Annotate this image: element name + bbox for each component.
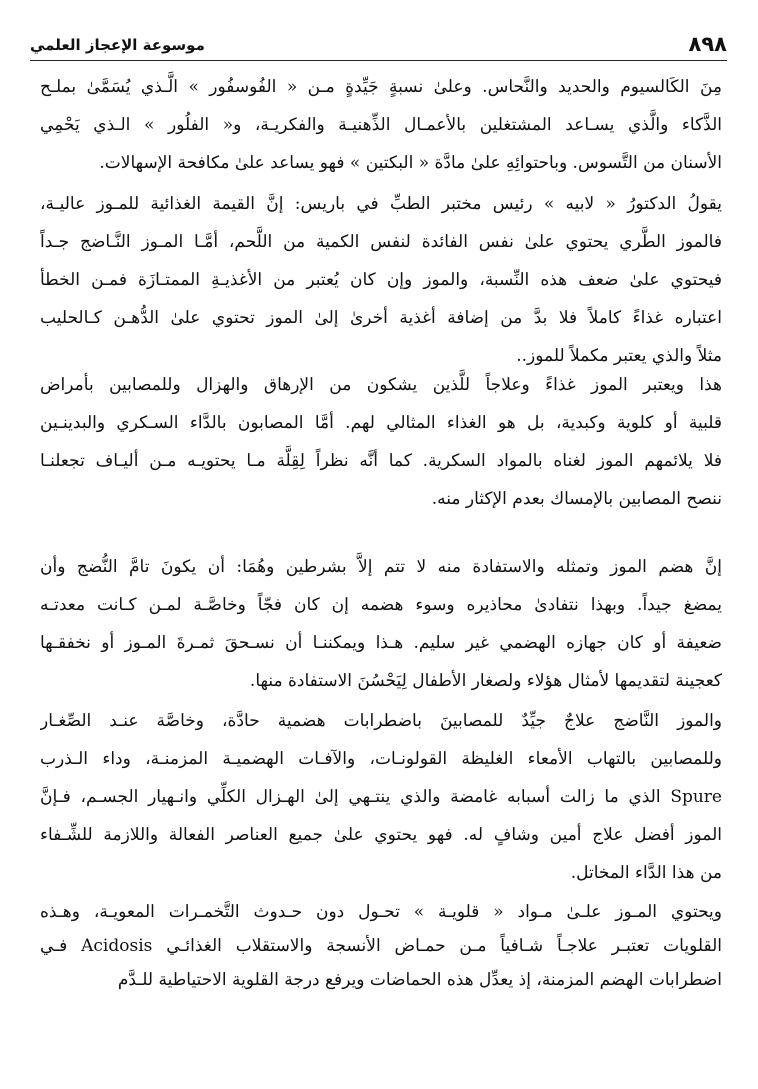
text-line: ويحتوي المـوز علـىٰ مـواد « قلويـة » تحـول دون حـدوث التَّخمـرات المعويـة، وهـذه — [40, 902, 722, 922]
text-line: مثلاً والذي يعتبر مكملاً للموز.. — [516, 346, 722, 366]
text-line: القلويات تعتبـر علاجـاً شـافياً مـن حمـاض الأنسجة والاستقلاب الغذائـي Acidosis فـي — [40, 936, 722, 956]
text-line: ننصح المصابين بالإمساك بعدم الإكثار منه. — [431, 489, 722, 509]
text-line: فلا يلائمهم الموز لغناه بالمواد السكرية. كما أنَّه نظراً لِقِلَّة مـا يحتويـه مـن أليـاف تجعلنـا — [40, 451, 722, 471]
book-title: موسوعة الإعجاز العلمي — [30, 36, 205, 54]
text-line: الذَّكاء والَّذي يسـاعد المشتغلين بالأعمـال الذِّهنيـة والفكريـة، و« الفلُور » الـذي يَحْمِي — [40, 115, 722, 135]
text-line: Spure الذي ما زالت أسبابه غامضة والذي ينتـهي إلىٰ الهـزال الكلِّي وانـهيار الجسـم، فـإنَّ — [40, 787, 722, 807]
text-line: إنَّ هضم الموز وتمثله والاستفادة منه لا تتم إلاَّ بشرطين وهُمَا: أن يكونَ تامَّ النُّضج وأن — [40, 557, 722, 577]
text-line: مِنَ الكَالسيوم والحديد والنَّحاس. وعلىٰ نسبةٍ جَيِّدةٍ مـن « الفُوسفُور » الَّـذي يُسَمَّىٰ بملـح — [40, 77, 722, 97]
text-line: فالموز الطَّري يحتوي علىٰ نفس الفائدة لنفس الكمية من اللَّحم، أمَّـا المـوز النَّـاضج جـداً — [40, 232, 722, 252]
page-number: ٨٩٨ — [688, 32, 727, 56]
text-line: وللمصابين بالتهاب الأمعاء الغليظة القولونـات، والآفـات الهضميـة المزمنـة، وداء الـذرب — [40, 749, 722, 769]
text-line: اعتباره غذاءً كاملاً فلا بدَّ من إضافة أغذية أخرىٰ إلىٰ الموز تحتوي علىٰ الدُّهـن كـالحليب — [40, 308, 722, 328]
paragraph — [40, 185, 722, 375]
text-line: اضطرابات الهضم المزمنة، إذ يعدِّل هذه الحماضات ويرفع درجة القلوية الاحتياطية للـدَّم — [117, 970, 722, 990]
text-line: كعجينة لتقديمها لأمثال هؤلاء ولصغار الأطفال لِيَحْسُنَ الاستفادة منها. — [249, 671, 722, 691]
text-line: الموز أفضل علاج أمين وشافٍ له. فهو يحتوي علىٰ جميع العناصر الفعالة واللازمة للشِّـفاء — [40, 825, 722, 845]
text-line: من هذا الدَّاء المخاتل. — [570, 863, 722, 883]
text-line: يمضغ جيداً. وبهذا نتفادىٰ محاذيره وسوء هضمه إن كان فجّاً وخاصَّـة لمـن كـانت معدتـه — [40, 595, 722, 615]
paragraph — [40, 68, 722, 182]
text-line: هذا ويعتبر الموز غذاءً وعلاجاً للَّذين يشكون من الإرهاق والهزال وللمصابين بأمراض — [40, 375, 722, 395]
paragraph — [40, 548, 722, 700]
running-header — [30, 30, 727, 61]
text-line: فيحتوي علىٰ ضعف هذه النِّسبة، والموز وإن كان يُعتبر من الأغذيـةِ الممتـازَة فمـن الخطأ — [40, 270, 722, 290]
text-line: والموز النَّاضج علاجٌ جيِّدٌ للمصابينَ باضطرابات هضمية حادَّة، وخاصَّة عنـد الصِّغـار — [40, 711, 722, 731]
text-line: قلبية أو كلوية وكبدية، بل هو الغذاء المثالي لهم. أمَّا المصابون بالدَّاء السـكري والبدينـين — [40, 413, 722, 433]
paragraph — [40, 702, 722, 892]
paragraph — [40, 366, 722, 518]
text-line: ضعيفة أو كان جهازه الهضمي غير سليم. هـذا ويمكننـا أن نسـحقَ ثمـرةَ المـوز أو نخفقـها — [40, 633, 722, 653]
text-line: يقولُ الدكتورُ « لابيه » رئيس مختبر الطبِّ في باريس: إنَّ القيمة الغذائية للمـوز عاليـة، — [40, 194, 722, 214]
paragraph — [40, 895, 722, 997]
text-line: الأسنان من التَّسوس. وباحتوائِهِ علىٰ مادَّة « البكتين » فهو يساعد علىٰ مكافحة الإسهالات. — [99, 153, 722, 173]
